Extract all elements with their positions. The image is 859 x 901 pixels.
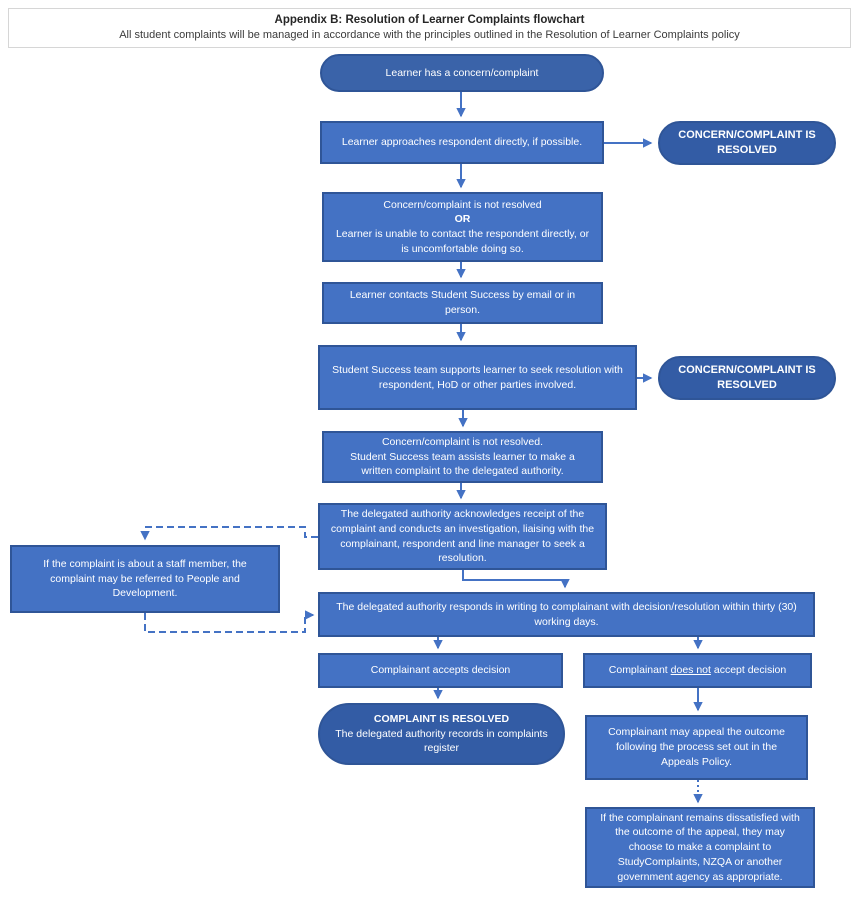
complaint-resolved-body: The delegated authority records in complaints register <box>335 727 548 755</box>
does-not-accept-label <box>609 663 786 678</box>
respond-in-writing-step <box>318 592 815 637</box>
not-accept-underlined: does not <box>670 664 711 677</box>
approach-label: Learner approaches respondent directly, if possible. <box>341 136 583 149</box>
accepts-label: Complainant accepts decision <box>370 664 511 677</box>
written-complaint-line2: Student Success team assists learner to make a written complaint to the delegated authority. <box>350 450 575 478</box>
not-accept-post: accept decision <box>710 664 787 677</box>
written-complaint-step <box>322 431 603 483</box>
accepts-decision-step <box>318 653 563 688</box>
dashed-investigation-to-staffreferral <box>145 527 318 539</box>
page-title: Appendix B: Resolution of Learner Complaints flowchart <box>274 14 585 27</box>
resolved1-label: CONCERN/COMPLAINT IS RESOLVED <box>678 128 816 156</box>
investigation-label: The delegated authority acknowledges receipt of the complaint and conducts an investigation, liaising with the complainant, respondent and line manager to seek a resolution. <box>330 508 595 565</box>
page-subtitle: All student complaints will be managed in accordance with the principles outlined in the Resolution of Learner Complaints policy <box>119 29 740 42</box>
respond-label: The delegated authority responds in writing to complainant with decision/resolution within thirty (30) working days. <box>336 600 797 628</box>
written-complaint-line1: Concern/complaint is not resolved. <box>381 435 544 448</box>
contact-student-success-step <box>322 282 603 324</box>
staff-referral-label: If the complaint is about a staff member, the complaint may be referred to People and Development. <box>43 557 247 600</box>
arrow-investigation-to-respond <box>463 570 565 587</box>
or-label: OR <box>454 213 471 226</box>
dashed-staffreferral-to-respond <box>145 613 313 632</box>
contact-label: Learner contacts Student Success by email or in person. <box>349 289 576 316</box>
complaint-resolved-terminator <box>318 703 565 765</box>
resolved2-label: CONCERN/COMPLAINT IS RESOLVED <box>678 363 816 391</box>
flowchart-header <box>8 8 851 48</box>
dissatisfied-step <box>585 807 815 888</box>
investigation-step <box>318 503 607 570</box>
start-terminator <box>320 54 604 92</box>
approach-respondent-step <box>320 121 604 164</box>
does-not-accept-step <box>583 653 812 688</box>
appeal-step <box>585 715 808 780</box>
start-label: Learner has a concern/complaint <box>385 66 539 79</box>
support-resolution-step <box>318 345 637 410</box>
not-resolved-or-step <box>322 192 603 262</box>
appeal-label: Complainant may appeal the outcome following the process set out in the Appeals Policy. <box>608 726 785 768</box>
concern-resolved-terminator-1 <box>658 121 836 165</box>
not-accept-pre: Complainant <box>608 664 671 677</box>
dissatisfied-label: If the complainant remains dissatisfied with the outcome of the appeal, they may choose to make a complaint to StudyComplaints, NZQA or another government agency as appropriate. <box>600 811 800 883</box>
support-label: Student Success team supports learner to seek resolution with respondent, HoD or other parties involved. <box>332 363 623 391</box>
complaint-resolved-title: COMPLAINT IS RESOLVED <box>373 712 510 725</box>
staff-referral-step <box>10 545 280 613</box>
concern-resolved-terminator-2 <box>658 356 836 400</box>
not-resolved-line1: Concern/complaint is not resolved <box>383 198 542 211</box>
not-resolved-line2: Learner is unable to contact the respondent directly, or is uncomfortable doing so. <box>335 228 590 255</box>
